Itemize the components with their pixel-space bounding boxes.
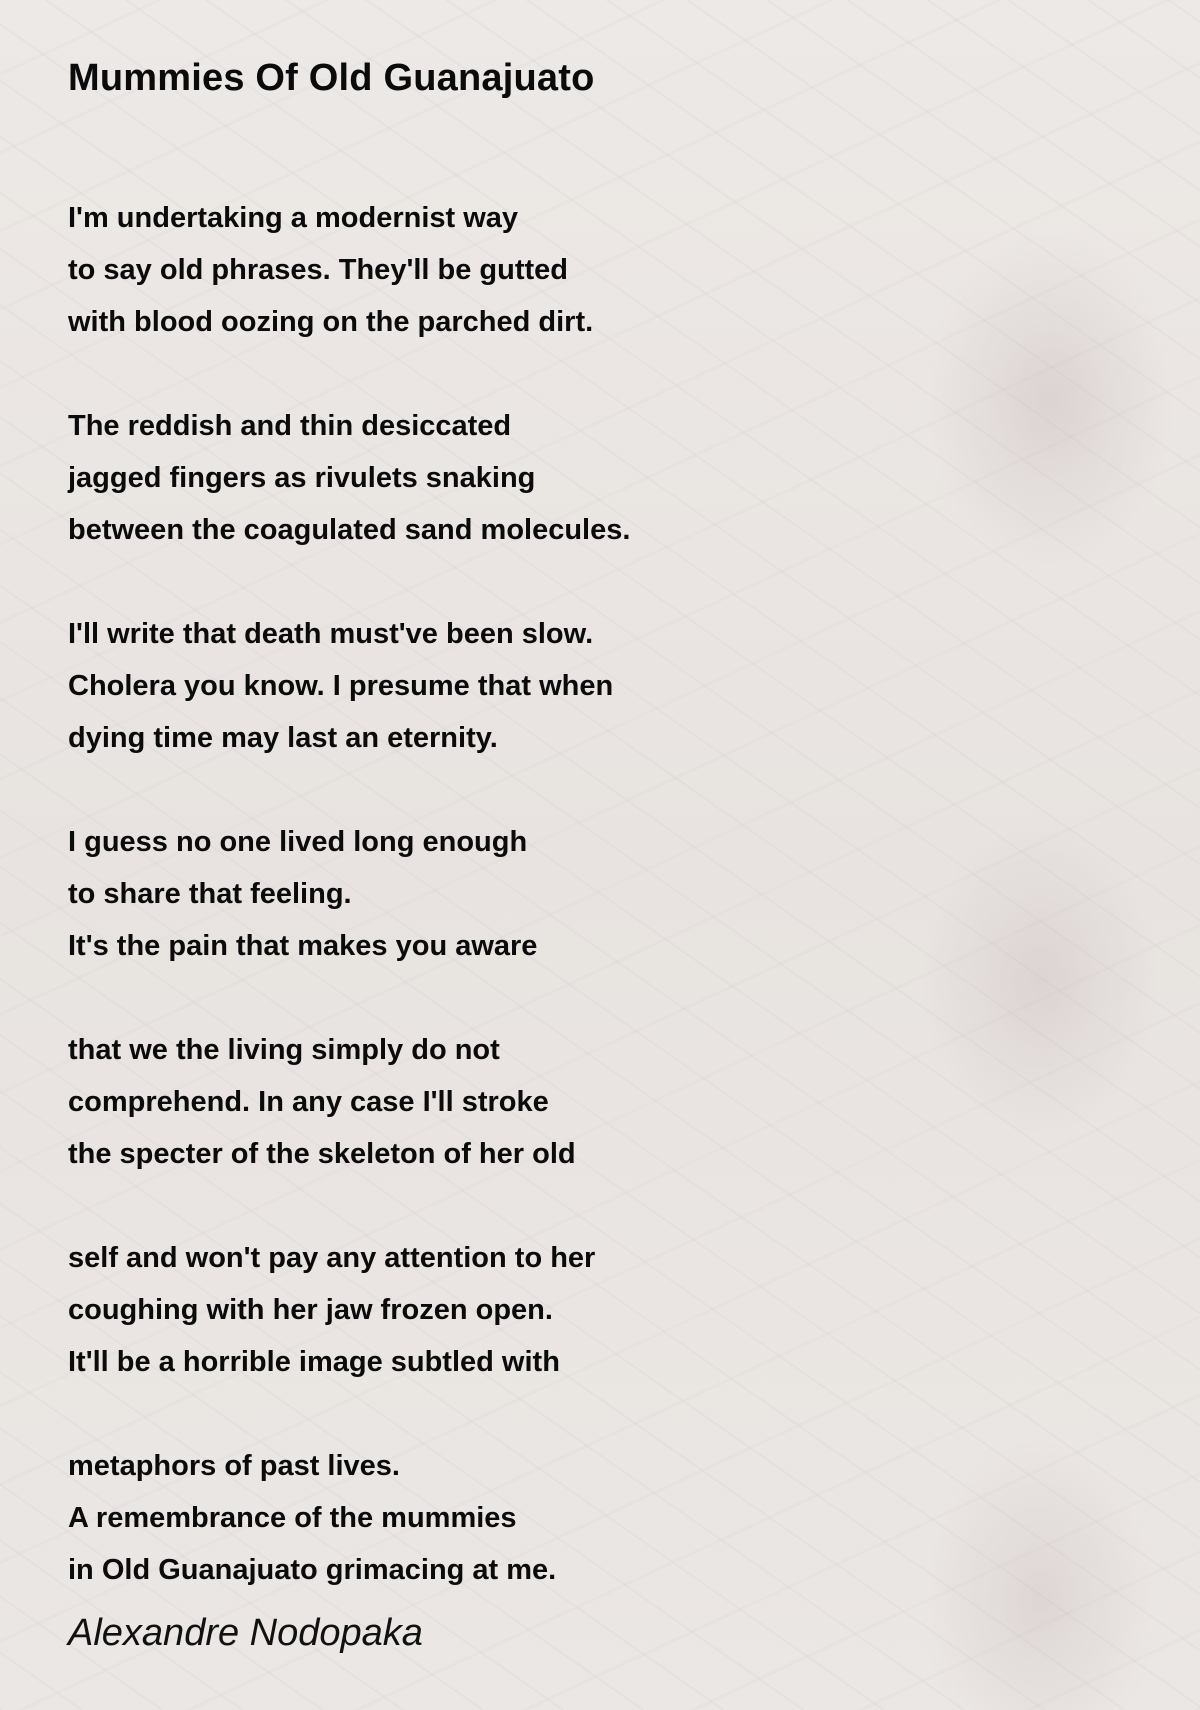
stanza: [68, 192, 1128, 348]
poem-body: [68, 192, 1128, 1596]
poem-line: dying time may last an eternity.: [68, 722, 498, 754]
stanza: [68, 400, 1128, 556]
stanza: [68, 1024, 1128, 1180]
stanza: [68, 608, 1128, 764]
poem-line: The reddish and thin desiccated: [68, 410, 512, 442]
stanza: [68, 1440, 1128, 1596]
poem-line: It's the pain that makes you aware: [68, 930, 538, 962]
poem-line: comprehend. In any case I'll stroke: [68, 1086, 549, 1118]
poem-line: I guess no one lived long enough: [68, 826, 528, 858]
poem-page: [68, 48, 1128, 1648]
poem-line: between the coagulated sand molecules.: [68, 514, 631, 546]
poem-line: jagged fingers as rivulets snaking: [68, 462, 536, 494]
poem-author: Alexandre Nodopaka: [68, 1612, 423, 1654]
poem-title: Mummies Of Old Guanajuato: [68, 57, 595, 99]
stanza: [68, 816, 1128, 972]
poem-line: in Old Guanajuato grimacing at me.: [68, 1554, 557, 1586]
poem-line: the specter of the skeleton of her old: [68, 1138, 576, 1170]
poem-line: with blood oozing on the parched dirt.: [68, 306, 594, 338]
poem-line: Cholera you know. I presume that when: [68, 670, 614, 702]
poem-line: self and won't pay any attention to her: [68, 1242, 596, 1274]
poem-line: I'm undertaking a modernist way: [68, 202, 519, 234]
stanza: [68, 1232, 1128, 1388]
poem-line: to share that feeling.: [68, 878, 352, 910]
poem-line: coughing with her jaw frozen open.: [68, 1294, 553, 1326]
poem-line: A remembrance of the mummies: [68, 1502, 517, 1534]
poem-line: to say old phrases. They'll be gutted: [68, 254, 568, 286]
poem-line: metaphors of past lives.: [68, 1450, 400, 1482]
poem-line: that we the living simply do not: [68, 1034, 500, 1066]
poem-line: It'll be a horrible image subtled with: [68, 1346, 560, 1378]
poem-line: I'll write that death must've been slow.: [68, 618, 594, 650]
